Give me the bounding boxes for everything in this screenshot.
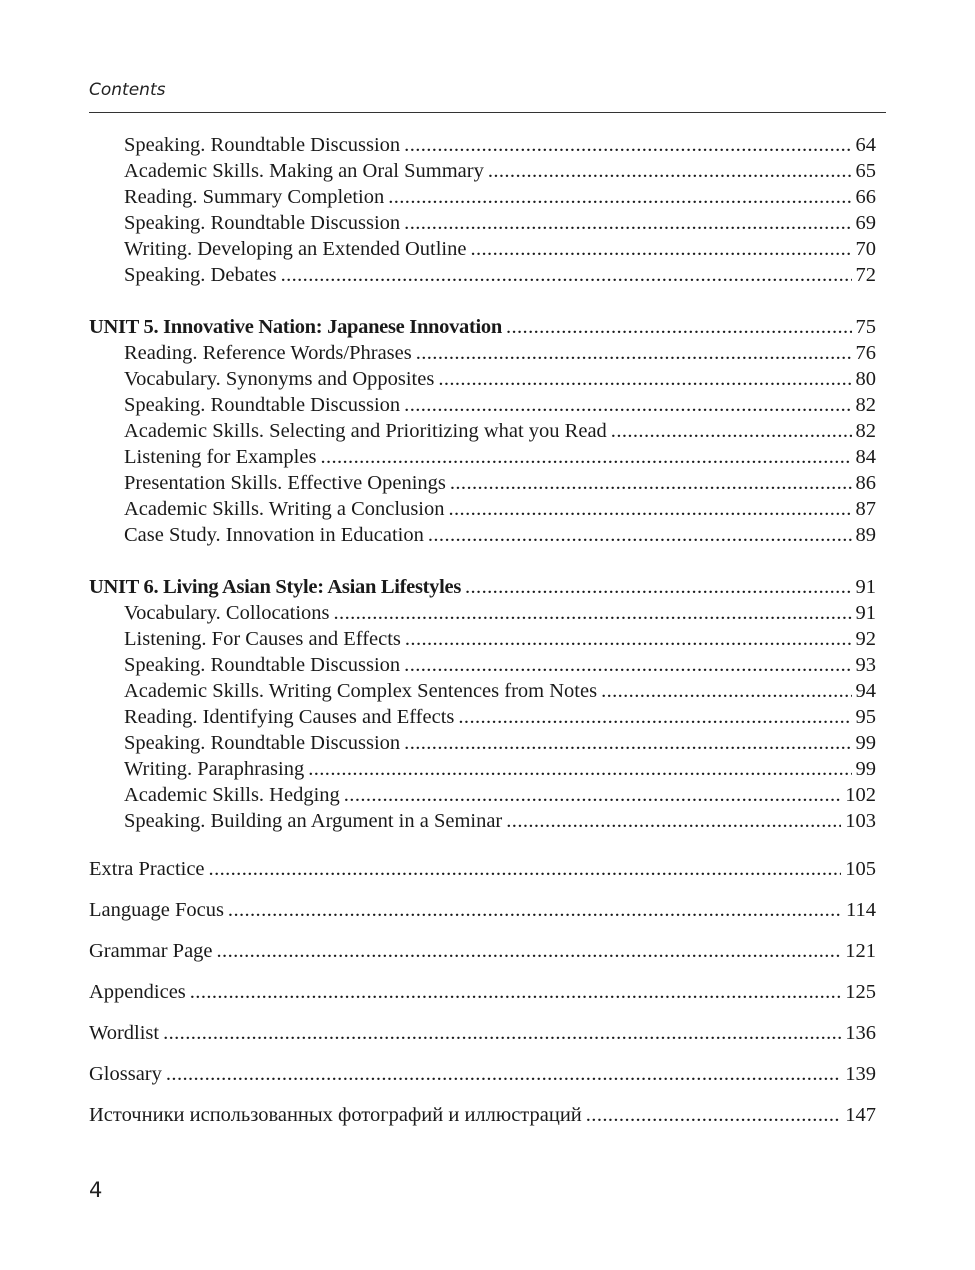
toc-entry[interactable]: [89, 366, 876, 392]
toc-entry-title: Grammar Page: [89, 939, 213, 962]
toc-entry-page: 82: [855, 420, 876, 442]
unit-title: UNIT 5. Innovative Nation: Japanese Innovation: [89, 316, 502, 338]
dot-leader: [404, 652, 851, 678]
toc-entry[interactable]: [89, 730, 876, 756]
toc-entry-title: Listening for Examples: [124, 446, 317, 468]
toc-entry-title: Reading. Reference Words/Phrases: [124, 342, 412, 364]
toc-entry[interactable]: [89, 938, 876, 964]
header-rule: [89, 112, 886, 113]
toc-entry[interactable]: [89, 210, 876, 236]
toc-entry-title: Speaking. Roundtable Discussion: [124, 212, 401, 234]
unit4-tail-group: [89, 132, 876, 288]
dot-leader: [320, 444, 851, 470]
toc-entry-page: 82: [855, 394, 876, 416]
toc-entry-page: 70: [855, 238, 876, 260]
toc-entry[interactable]: [89, 756, 876, 782]
toc-entry-title: Speaking. Roundtable Discussion: [124, 654, 401, 676]
toc-entry[interactable]: [89, 496, 876, 522]
dot-leader: [388, 184, 851, 210]
spacer: [89, 834, 876, 848]
dot-leader: [344, 782, 841, 808]
dot-leader: [586, 1102, 841, 1128]
toc-entry-page: 105: [845, 857, 876, 880]
toc-entry[interactable]: [89, 600, 876, 626]
dot-leader: [209, 856, 842, 882]
toc-entry[interactable]: [89, 1061, 876, 1087]
toc-entry[interactable]: [89, 856, 876, 882]
toc-entry[interactable]: [89, 158, 876, 184]
dot-leader: [228, 897, 842, 923]
toc-entry-title: Reading. Identifying Causes and Effects: [124, 706, 455, 728]
toc-entry-page: 69: [855, 212, 876, 234]
dot-leader: [428, 522, 852, 548]
toc-entry[interactable]: [89, 184, 876, 210]
toc-entry[interactable]: [89, 652, 876, 678]
toc-entry-title: Источники использованных фотографий и иллюстраций: [89, 1103, 582, 1126]
toc-entry-page: 91: [855, 602, 876, 624]
unit-page: 75: [855, 316, 876, 338]
dot-leader: [405, 626, 852, 652]
toc-entry-page: 72: [855, 264, 876, 286]
unit-title: UNIT 6. Living Asian Style: Asian Lifestyles: [89, 576, 461, 598]
toc-entry[interactable]: [89, 444, 876, 470]
back-matter-slot: [89, 1012, 876, 1053]
toc-entry[interactable]: [89, 626, 876, 652]
table-of-contents: [89, 132, 876, 1135]
running-header: Contents: [89, 80, 166, 100]
dot-leader: [404, 730, 851, 756]
toc-entry-page: 76: [855, 342, 876, 364]
toc-entry-page: 99: [855, 758, 876, 780]
toc-entry-page: 64: [855, 134, 876, 156]
dot-leader: [334, 600, 852, 626]
toc-entry-page: 139: [845, 1062, 876, 1085]
dot-leader: [438, 366, 851, 392]
back-matter-slot: [89, 971, 876, 1012]
dot-leader: [449, 496, 852, 522]
dot-leader: [404, 210, 851, 236]
toc-entry-page: 102: [845, 784, 876, 806]
unit6-group: [89, 574, 876, 834]
toc-entry[interactable]: [89, 132, 876, 158]
toc-entry[interactable]: [89, 236, 876, 262]
spacer: [89, 548, 876, 574]
dot-leader: [506, 808, 841, 834]
toc-entry-title: Speaking. Roundtable Discussion: [124, 134, 401, 156]
unit5-group: [89, 314, 876, 548]
toc-entry-page: 66: [855, 186, 876, 208]
dot-leader: [416, 340, 852, 366]
toc-entry-page: 89: [855, 524, 876, 546]
toc-entry-page: 94: [855, 680, 876, 702]
unit-heading[interactable]: [89, 314, 876, 340]
toc-entry-title: Glossary: [89, 1062, 162, 1085]
toc-entry[interactable]: [89, 782, 876, 808]
dot-leader: [166, 1061, 841, 1087]
toc-entry[interactable]: [89, 1102, 876, 1128]
toc-entry-title: Reading. Summary Completion: [124, 186, 385, 208]
toc-entry[interactable]: [89, 418, 876, 444]
toc-entry[interactable]: [89, 522, 876, 548]
dot-leader: [611, 418, 852, 444]
toc-entry-page: 92: [855, 628, 876, 650]
back-matter-slot: [89, 1053, 876, 1094]
toc-entry-page: 84: [855, 446, 876, 468]
toc-entry-title: Extra Practice: [89, 857, 205, 880]
toc-entry-title: Speaking. Building an Argument in a Seminar: [124, 810, 503, 832]
toc-entry[interactable]: [89, 808, 876, 834]
dot-leader: [488, 158, 852, 184]
dot-leader: [281, 262, 852, 288]
toc-entry[interactable]: [89, 262, 876, 288]
dot-leader: [308, 756, 851, 782]
toc-entry-page: 65: [855, 160, 876, 182]
toc-entry-title: Writing. Paraphrasing: [124, 758, 305, 780]
toc-entry-page: 121: [845, 939, 876, 962]
toc-entry[interactable]: [89, 704, 876, 730]
toc-entry-page: 147: [845, 1103, 876, 1126]
back-matter-slot: [89, 848, 876, 889]
dot-leader: [458, 704, 851, 730]
toc-entry-title: Academic Skills. Writing Complex Sentences from Notes: [124, 680, 598, 702]
toc-entry-title: Academic Skills. Selecting and Prioritizing what you Read: [124, 420, 607, 442]
dot-leader: [163, 1020, 841, 1046]
toc-entry-title: Speaking. Debates: [124, 264, 277, 286]
dot-leader: [470, 236, 851, 262]
toc-entry-title: Speaking. Roundtable Discussion: [124, 394, 401, 416]
toc-entry-page: 95: [855, 706, 876, 728]
toc-entry[interactable]: [89, 897, 876, 923]
toc-entry[interactable]: [89, 678, 876, 704]
toc-entry-page: 114: [846, 898, 876, 921]
dot-leader: [404, 132, 851, 158]
toc-entry[interactable]: [89, 340, 876, 366]
toc-entry-page: 93: [855, 654, 876, 676]
spacer: [89, 288, 876, 314]
toc-entry-title: Presentation Skills. Effective Openings: [124, 472, 446, 494]
toc-entry-page: 99: [855, 732, 876, 754]
dot-leader: [450, 470, 852, 496]
back-matter-slot: [89, 889, 876, 930]
toc-entry-title: Academic Skills. Hedging: [124, 784, 340, 806]
toc-entry-title: Appendices: [89, 980, 186, 1003]
toc-entry-page: 87: [855, 498, 876, 520]
toc-entry[interactable]: [89, 1020, 876, 1046]
toc-entry-page: 86: [855, 472, 876, 494]
toc-entry-page: 80: [855, 368, 876, 390]
toc-entry-page: 125: [845, 980, 876, 1003]
toc-entry-title: Listening. For Causes and Effects: [124, 628, 401, 650]
toc-entry-title: Vocabulary. Collocations: [124, 602, 330, 624]
toc-entry-title: Academic Skills. Writing a Conclusion: [124, 498, 445, 520]
toc-entry-title: Writing. Developing an Extended Outline: [124, 238, 467, 260]
toc-entry-page: 103: [845, 810, 876, 832]
toc-entry[interactable]: [89, 470, 876, 496]
dot-leader: [465, 574, 852, 600]
dot-leader: [506, 314, 852, 340]
dot-leader: [404, 392, 851, 418]
toc-entry-title: Wordlist: [89, 1021, 160, 1044]
unit-page: 91: [855, 576, 876, 598]
back-matter-slot: [89, 930, 876, 971]
toc-entry[interactable]: [89, 979, 876, 1005]
page-number: 4: [89, 1178, 103, 1202]
unit-heading[interactable]: [89, 574, 876, 600]
dot-leader: [601, 678, 851, 704]
toc-entry-page: 136: [845, 1021, 876, 1044]
toc-entry-title: Speaking. Roundtable Discussion: [124, 732, 401, 754]
toc-entry-title: Case Study. Innovation in Education: [124, 524, 424, 546]
toc-entry[interactable]: [89, 392, 876, 418]
toc-entry-title: Vocabulary. Synonyms and Opposites: [124, 368, 435, 390]
toc-entry-title: Academic Skills. Making an Oral Summary: [124, 160, 484, 182]
toc-entry-title: Language Focus: [89, 898, 224, 921]
dot-leader: [217, 938, 842, 964]
dot-leader: [190, 979, 841, 1005]
back-matter-slot: [89, 1094, 876, 1135]
